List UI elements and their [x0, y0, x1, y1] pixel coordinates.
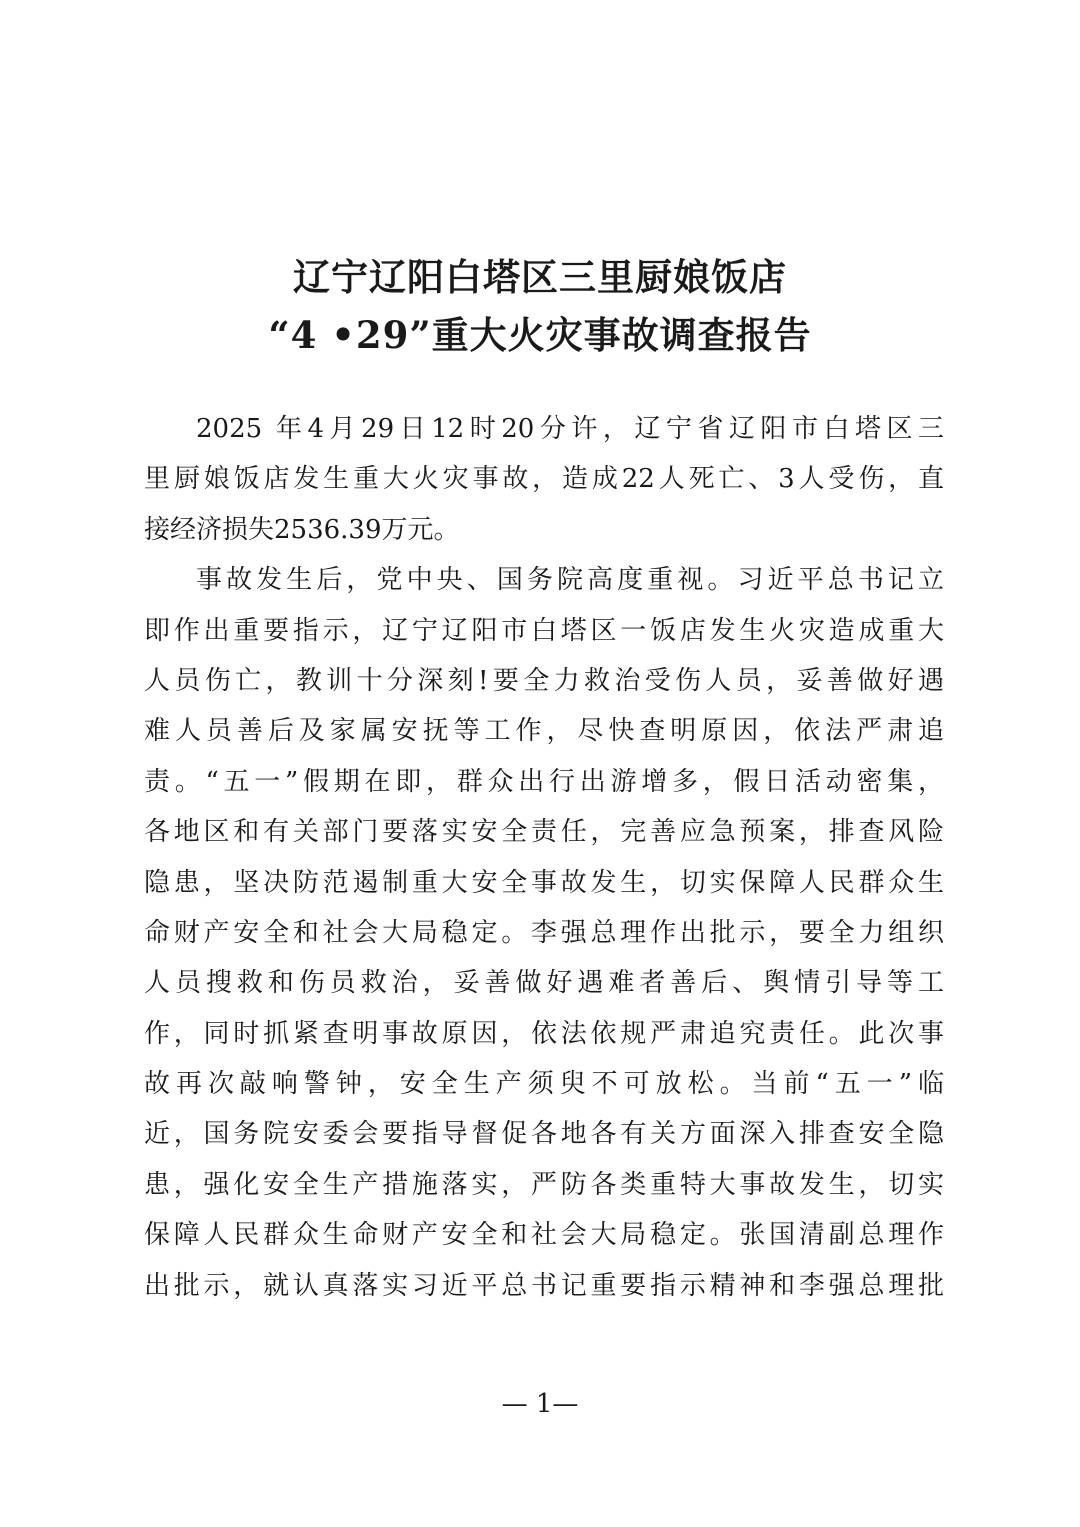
paragraph-2-line: 各地区和有关部门要落实安全责任，完善应急预案，排查风险 [144, 817, 944, 848]
title-line-1: 辽宁辽阳白塔区三里厨娘饭店 [293, 255, 787, 299]
paragraph-1-line: 里厨娘饭店发生重大火灾事故，造成22人死亡、3人受伤，直 [144, 464, 944, 495]
report-title [0, 248, 1080, 364]
paragraph-2-line: 近，国务院安委会要指导督促各地各有关方面深入排查安全隐 [144, 1119, 944, 1150]
page-number: — 1— [501, 1389, 579, 1419]
paragraph-1-line: 接经济损失2536.39万元。 [144, 514, 460, 545]
paragraph-2-line: 患，强化安全生产措施落实，严防各类重特大事故发生，切实 [144, 1169, 944, 1200]
paragraph-2-line: 即作出重要指示，辽宁辽阳市白塔区一饭店发生火灾造成重大 [144, 615, 944, 646]
paragraph-2-line: 出批示，就认真落实习近平总书记重要指示精神和李强总理批 [144, 1270, 944, 1301]
paragraph-2-line: 故再次敲响警钟，安全生产须臾不可放松。当前“五一”临 [144, 1069, 944, 1100]
report-body [144, 404, 944, 1311]
paragraph-1-line: 2025 年4月29日12时20分许，辽宁省辽阳市白塔区三 [196, 414, 944, 444]
paragraph-2-line: 命财产安全和社会大局稳定。李强总理作出批示，要全力组织 [144, 917, 944, 948]
paragraph-2-line: 事故发生后，党中央、国务院高度重视。习近平总书记立 [196, 565, 944, 596]
paragraph-2-line: 难人员善后及家属安抚等工作，尽快查明原因，依法严肃追 [144, 716, 944, 747]
paragraph-2-line: 人员搜救和伤员救治，妥善做好遇难者善后、舆情引导等工 [144, 968, 944, 999]
paragraph-2-line: 责。“五一”假期在即，群众出行出游增多，假日活动密集， [144, 766, 944, 797]
paragraph-2-line: 作，同时抓紧查明事故原因，依法依规严肃追究责任。此次事 [144, 1018, 944, 1049]
paragraph-2-line: 保障人民群众生命财产安全和社会大局稳定。张国清副总理作 [144, 1220, 944, 1251]
title-line-2: “4 •29”重大火灾事故调查报告 [268, 313, 812, 357]
paragraph-2-line: 隐患，坚决防范遏制重大安全事故发生，切实保障人民群众生 [144, 867, 944, 898]
paragraph-2-line: 人员伤亡，教训十分深刻!要全力救治受伤人员，妥善做好遇 [144, 665, 944, 696]
